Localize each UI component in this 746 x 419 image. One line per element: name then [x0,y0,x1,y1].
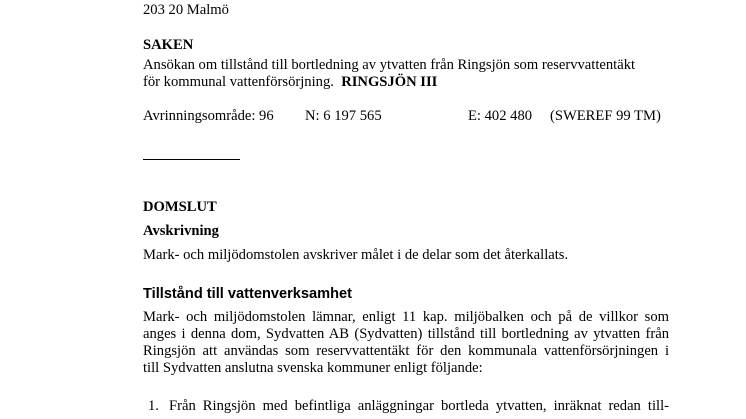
coordinate-system: (SWEREF 99 TM) [550,108,661,124]
saken-line-2-text: för kommunal vattenförsörjning. [143,74,334,90]
tillstand-heading: Tillstånd till vattenverksamhet [143,286,352,302]
saken-heading: SAKEN [143,37,194,53]
list-item-text: Från Ringsjön med befintliga anläggningar bortleda ytvatten, inräknat redan till- [169,398,669,414]
saken-line-1: Ansökan om tillstånd till bortledning av ytvatten från Ringsjön som reservvattentäkt [143,57,636,73]
north-coordinate: N: 6 197 565 [305,108,382,124]
tillstand-line-3: Ringsjön att användas som reservvattentäkt för den kommunala vattenförsörjningen i [143,343,669,359]
tillstand-line-4: till Sydvatten anslutna svenska kommuner enligt följande: [143,360,483,376]
saken-line-2 [143,74,437,91]
avskrivning-heading: Avskrivning [143,223,219,239]
avskrivning-text: Mark- och miljödomstolen avskriver målet i de delar som det återkallats. [143,247,569,263]
catchment-area: Avrinningsområde: 96 [143,108,274,124]
separator-line [143,159,240,160]
list-item-number: 1. [148,398,159,414]
domslut-heading: DOMSLUT [143,199,217,215]
tillstand-line-2: anges i denna dom, Sydvatten AB (Sydvatten) tillstånd till bortledning av ytvatten från [143,326,669,342]
east-coordinate: E: 402 480 [468,108,533,124]
case-title: RINGSJÖN III [341,74,438,90]
tillstand-line-1: Mark- och miljödomstolen lämnar, enligt 11 kap. miljöbalken och på de villkor som [143,309,669,325]
address-postal-line: 203 20 Malmö [143,2,229,18]
